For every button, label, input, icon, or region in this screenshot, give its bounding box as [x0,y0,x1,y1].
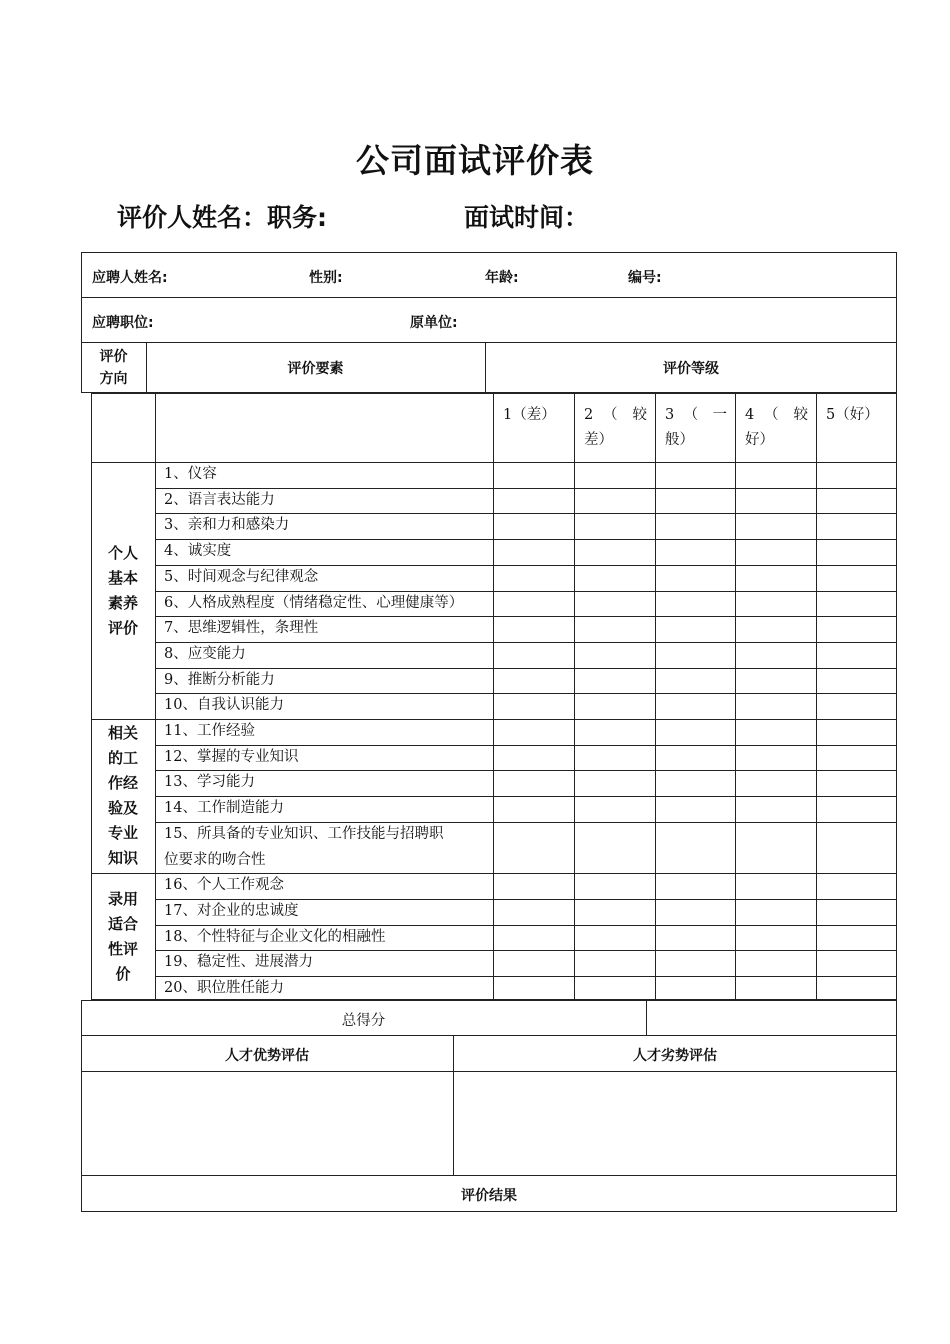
score-cell-item17-grade5[interactable] [817,900,896,924]
score-cell-item20-grade5[interactable] [817,977,896,1001]
item-label: 9、推断分析能力 [164,671,275,688]
score-cell-item8-grade1[interactable] [494,643,573,667]
number-label: 编号: [628,270,662,286]
score-cell-item20-grade2[interactable] [575,977,654,1001]
category-label-2 [103,721,143,871]
score-cell-item16-grade3[interactable] [656,874,734,898]
score-cell-item16-grade5[interactable] [817,874,896,898]
score-cell-item20-grade4[interactable] [736,977,815,1001]
score-cell-item6-grade1[interactable] [494,592,573,616]
item-label: 5、时间观念与纪律观念 [164,568,319,585]
strengths-input-cell[interactable] [82,1072,452,1174]
grade-header-3 [665,403,727,453]
score-cell-item6-grade2[interactable] [575,592,654,616]
score-cell-item14-grade2[interactable] [575,797,654,821]
grade-header-line: 般） [665,432,694,448]
total-score-value-cell[interactable] [647,1001,896,1034]
category-label-3 [103,887,143,987]
score-cell-item3-grade4[interactable] [736,514,815,538]
score-cell-item10-grade3[interactable] [656,694,734,718]
score-cell-item6-grade5[interactable] [817,592,896,616]
score-cell-item17-grade3[interactable] [656,900,734,924]
score-cell-item11-grade3[interactable] [656,720,734,744]
score-cell-item2-grade4[interactable] [736,489,815,513]
score-cell-item16-grade4[interactable] [736,874,815,898]
former-unit-label: 原单位: [410,315,458,331]
score-cell-item18-grade5[interactable] [817,926,896,950]
score-cell-item12-grade5[interactable] [817,746,896,770]
score-cell-item19-grade3[interactable] [656,951,734,975]
score-cell-item11-grade4[interactable] [736,720,815,744]
score-cell-item15-grade2[interactable] [575,823,654,872]
item-label: 11、工作经验 [164,723,255,739]
item-label: 14、工作制造能力 [164,800,284,817]
grade-header-line: 3 （ 一 [665,407,727,423]
score-cell-item18-grade2[interactable] [575,926,654,950]
score-cell-item14-grade5[interactable] [817,797,896,821]
score-cell-item13-grade4[interactable] [736,771,815,795]
item-label: 17、对企业的忠诚度 [164,902,299,919]
score-cell-item19-grade5[interactable] [817,951,896,975]
weaknesses-input-cell[interactable] [454,1072,896,1174]
score-cell-item7-grade3[interactable] [656,617,734,641]
grade-header-5 [826,403,889,428]
total-score-label: 总得分 [341,1013,386,1029]
weaknesses-header: 人才劣势评估 [633,1048,717,1064]
score-cell-item7-grade1[interactable] [494,617,573,641]
item-label: 20、职位胜任能力 [164,980,284,996]
score-cell-item4-grade4[interactable] [736,540,815,564]
item-label-line: 15、所具备的专业知识、工作技能与招聘职 [164,825,444,842]
score-cell-item1-grade4[interactable] [736,463,815,487]
score-cell-item10-grade5[interactable] [817,694,896,718]
category-label-line: 的工 [107,749,138,768]
score-cell-item15-grade1[interactable] [494,823,573,872]
result-label: 评价结果 [461,1188,517,1204]
score-cell-item20-grade3[interactable] [656,977,734,1001]
score-cell-item17-grade4[interactable] [736,900,815,924]
score-cell-item12-grade2[interactable] [575,746,654,770]
score-cell-item3-grade5[interactable] [817,514,896,538]
grade-header-line: 好） [745,432,774,448]
score-cell-item2-grade3[interactable] [656,489,734,513]
score-cell-item13-grade2[interactable] [575,771,654,795]
applicant-name-label: 应聘人姓名: [92,270,168,286]
interview-time-label: 面试时间： [464,203,590,232]
factors-header: 评价要素 [287,361,344,377]
strengths-header: 人才优势评估 [225,1048,309,1064]
score-cell-item9-grade1[interactable] [494,669,573,693]
score-cell-item14-grade1[interactable] [494,797,573,821]
score-cell-item18-grade3[interactable] [656,926,734,950]
score-cell-item17-grade2[interactable] [575,900,654,924]
score-cell-item8-grade2[interactable] [575,643,654,667]
score-cell-item8-grade5[interactable] [817,643,896,667]
score-cell-item20-grade1[interactable] [494,977,573,1001]
item-label: 13、学习能力 [164,774,255,791]
category-label-line: 适合 [107,915,138,934]
score-cell-item14-grade4[interactable] [736,797,815,821]
category-label-line: 评价 [107,618,138,637]
score-cell-item1-grade2[interactable] [575,463,654,487]
score-cell-item5-grade5[interactable] [817,566,896,590]
score-cell-item4-grade1[interactable] [494,540,573,564]
score-cell-item6-grade4[interactable] [736,592,815,616]
grid-col-divider [155,393,156,1000]
score-cell-item15-grade3[interactable] [656,823,734,872]
score-cell-item9-grade2[interactable] [575,669,654,693]
score-cell-item3-grade1[interactable] [494,514,573,538]
item-label-line: 位要求的吻合性 [164,851,266,868]
direction-header: 评价 方向 [99,349,128,387]
item-label: 6、人格成熟程度（情绪稳定性、心理健康等） [164,594,464,611]
item-label: 2、语言表达能力 [164,491,275,508]
item-label: 3、亲和力和感染力 [164,517,290,534]
grade-header-line: 5（好） [826,407,879,423]
item-label: 18、个性特征与企业文化的相融性 [164,928,386,945]
score-cell-item11-grade1[interactable] [494,720,573,744]
category-label-line: 素养 [107,593,138,612]
score-cell-item13-grade3[interactable] [656,771,734,795]
evaluator-label: 评价人姓名：职务: [117,203,327,232]
score-cell-item5-grade3[interactable] [656,566,734,590]
score-cell-item12-grade4[interactable] [736,746,815,770]
score-cell-item2-grade1[interactable] [494,489,573,513]
score-cell-item5-grade4[interactable] [736,566,815,590]
score-cell-item3-grade2[interactable] [575,514,654,538]
category-label-1 [103,541,143,641]
score-cell-item18-grade1[interactable] [494,926,573,950]
score-cell-item13-grade5[interactable] [817,771,896,795]
score-cell-item9-grade3[interactable] [656,669,734,693]
item-label: 8、应变能力 [164,645,246,662]
score-cell-item11-grade2[interactable] [575,720,654,744]
score-cell-item13-grade1[interactable] [494,771,573,795]
age-label: 年龄: [485,270,519,286]
score-cell-item19-grade1[interactable] [494,951,573,975]
score-cell-item1-grade5[interactable] [817,463,896,487]
score-cell-item10-grade4[interactable] [736,694,815,718]
score-cell-item2-grade2[interactable] [575,489,654,513]
item-label: 7、思维逻辑性，条理性 [164,620,319,637]
page-title: 公司面试评价表 [356,141,594,180]
score-cell-item7-grade4[interactable] [736,617,815,641]
grade-header-line: 4 （ 较 [745,407,808,423]
score-cell-item9-grade5[interactable] [817,669,896,693]
score-cell-item14-grade3[interactable] [656,797,734,821]
category-label-line: 性评 [107,940,138,959]
score-cell-item1-grade3[interactable] [656,463,734,487]
category-label-line: 知识 [107,849,138,868]
score-cell-item7-grade5[interactable] [817,617,896,641]
score-cell-item4-grade5[interactable] [817,540,896,564]
score-cell-item8-grade4[interactable] [736,643,815,667]
score-cell-item7-grade2[interactable] [575,617,654,641]
item-label [164,822,443,873]
grade-header-line: 差） [584,432,613,448]
score-cell-item19-grade4[interactable] [736,951,815,975]
item-label: 1、仪容 [164,466,217,482]
score-cell-item6-grade3[interactable] [656,592,734,616]
score-cell-item16-grade1[interactable] [494,874,573,898]
item-label: 10、自我认识能力 [164,697,284,714]
category-label-line: 验及 [107,799,138,818]
grade-header-line: 2 （ 较 [584,407,647,423]
score-cell-item10-grade1[interactable] [494,694,573,718]
item-label: 19、稳定性、进展潜力 [164,954,313,971]
category-label-line: 个人 [107,543,138,562]
score-cell-item2-grade5[interactable] [817,489,896,513]
category-label-line: 专业 [107,824,138,843]
grade-header-1 [503,403,566,428]
score-cell-item12-grade1[interactable] [494,746,573,770]
score-cell-item15-grade5[interactable] [817,823,896,872]
score-cell-item15-grade4[interactable] [736,823,815,872]
position-label: 应聘职位: [92,315,154,331]
category-label-line: 作经 [107,774,138,793]
grades-header: 评价等级 [663,361,719,377]
score-cell-item5-grade2[interactable] [575,566,654,590]
category-label-line: 价 [115,965,131,984]
score-cell-item4-grade2[interactable] [575,540,654,564]
score-cell-item16-grade2[interactable] [575,874,654,898]
category-label-line: 相关 [107,724,138,743]
score-cell-item10-grade2[interactable] [575,694,654,718]
score-cell-item18-grade4[interactable] [736,926,815,950]
score-cell-item3-grade3[interactable] [656,514,734,538]
score-cell-item11-grade5[interactable] [817,720,896,744]
grade-header-line: 1（差） [503,407,556,423]
score-cell-item12-grade3[interactable] [656,746,734,770]
category-label-line: 录用 [107,890,138,909]
score-cell-item19-grade2[interactable] [575,951,654,975]
item-label: 16、个人工作观念 [164,877,284,894]
item-label: 4、诚实度 [164,543,232,560]
score-cell-item9-grade4[interactable] [736,669,815,693]
score-cell-item5-grade1[interactable] [494,566,573,590]
category-label-line: 基本 [107,568,138,587]
score-cell-item1-grade1[interactable] [494,463,573,487]
gender-label: 性别: [309,270,343,286]
grade-header-4 [745,403,808,453]
score-cell-item8-grade3[interactable] [656,643,734,667]
item-label: 12、掌握的专业知识 [164,748,299,765]
score-cell-item17-grade1[interactable] [494,900,573,924]
grade-header-2 [584,403,647,453]
score-cell-item4-grade3[interactable] [656,540,734,564]
